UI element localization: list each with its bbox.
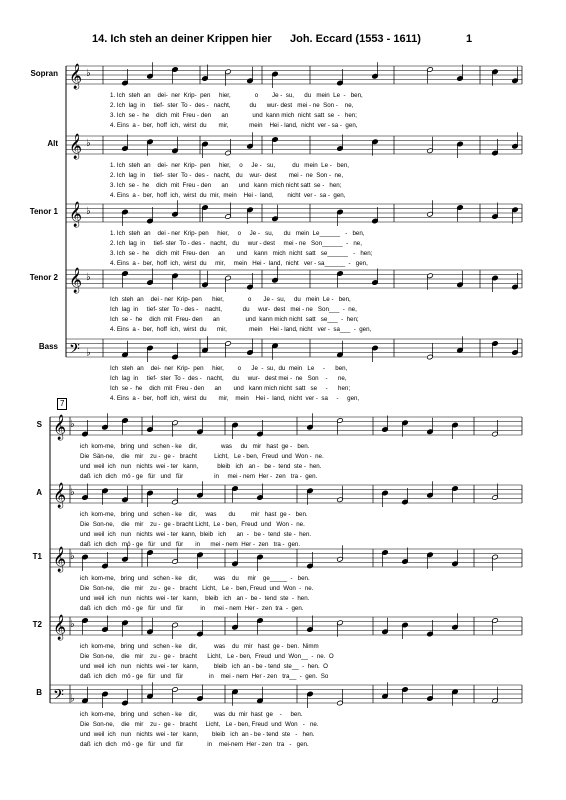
lyric-line: Die Sän-ne, die mir zu - ge - bracht Licht, Le - ben, Freud und Won - ne. <box>80 453 324 460</box>
lyric-line: ich kom-me, bring und schen - ke dir, was du mir hast ge - ben. Nimm <box>80 643 319 650</box>
lyric-line: Die Son-ne, die mir zu - ge - bracht Licht, Le - ben, Freud und Won - ne. <box>80 521 305 528</box>
flat-key-signature-icon: ♭ <box>70 418 75 430</box>
treble-clef-icon: 𝄞 <box>69 202 83 227</box>
bass-clef-icon: 𝄢 <box>69 341 80 361</box>
lyric-line: daß ich dich mö - ge für und für in mei-nem Her - zen tra - gen. <box>80 741 309 748</box>
lyric-line: Ich steh an dei - ner Krip- pen hier, o Je - su, du mein Le - ben, <box>110 296 351 303</box>
lyric-line: 1. Ich steh an dei- ner Krip- pen hier, o Je - su, du mein Le - ben, <box>110 92 363 99</box>
lyric-line: ich kom-me, bring und schen - ke dir, was du mir hast ge - ben. <box>80 511 308 518</box>
part-label: S <box>36 420 42 429</box>
part-label: T2 <box>32 620 42 629</box>
lyric-line: 2. Ich lag in tief- ster To - des - nacht, du wur- dest mei - ne Son - ne, <box>110 102 354 109</box>
lyric-line: Ich se - he dich mit Freu- den an und kann mich nicht satt se___ - hen; <box>110 316 359 323</box>
part-label: Tenor 2 <box>29 273 58 282</box>
treble-clef-icon: 𝄞 <box>69 268 83 293</box>
measure-number: 7 <box>57 398 67 410</box>
flat-key-signature-icon: ♭ <box>86 67 91 79</box>
part-label: B <box>36 688 42 697</box>
lyric-line: ich kom-me, bring und schen - ke dir, was du mir hast ge - ben. <box>80 443 310 450</box>
page-number: 1 <box>466 33 473 45</box>
lyric-line: 3. Ich se - he dich mit Freu- den an und kann mich nicht satt se______ - hen; <box>110 250 373 257</box>
lyric-line: und weil ich nun nichts wei - ter kann, bleib ich an - be - tend ste - hen. <box>80 595 310 602</box>
treble-clef-icon: 𝄞 <box>53 415 67 440</box>
lyric-line: Ich steh an dei- ner Krip- pen hier, o Je - su, du mein Le - ben, <box>110 365 348 372</box>
lyric-line: 2. Ich lag in tief- ster To - des - nacht, du wur- dest mei - ne Son - ne, <box>110 172 344 179</box>
treble-clef-icon: 𝄞 <box>53 547 67 572</box>
part-label: Alt <box>47 139 58 148</box>
lyric-line: und weil ich nun nichts wei - ter kann, bleib ich an - be - tend ste - hen. <box>80 463 322 470</box>
lyric-line: 3. Ich se - he dich mit Freu - den an und kann mich nicht satt se - hen; <box>110 182 342 189</box>
part-label: Tenor 1 <box>29 207 58 216</box>
lyric-line: Ich lag in tief- ster To - des - nacht, du wur- dest mei - ne Son - ne, <box>110 375 347 382</box>
lyric-line: 1. Ich steh an dei - ner Krip- pen hier, o Je - su, du mein Le______ - ben, <box>110 230 365 237</box>
lyric-line: 4. Eins a - ber, hoff ich, wirst du mir, mein Hei - land, nicht ver - sa - gen, <box>110 395 360 402</box>
part-label: T1 <box>32 552 42 561</box>
lyric-line: Ich lag in tief- ster To - des - nacht, du wur- dest mei - ne Son___ - ne, <box>110 306 357 313</box>
flat-key-signature-icon: ♭ <box>70 550 75 562</box>
flat-key-signature-icon: ♭ <box>70 618 75 630</box>
lyric-line: 3. Ich se - he dich mit Freu - den an und kann mich nicht satt se - hen; <box>110 112 357 119</box>
lyric-line: 4. Eins a - ber, hoff ich, wirst du mir, mein Hei - land, nicht ver - sa - gen, <box>110 122 358 129</box>
lyric-line: daß ich dich mö - ge für und für in mei - nem Her - zen tra - gen. <box>80 541 301 548</box>
flat-key-signature-icon: ♭ <box>86 205 91 217</box>
lyric-line: 2. Ich lag in tief- ster To - des - nacht, du wur - dest mei - ne Son______ - ne, <box>110 240 362 247</box>
lyric-line: und weil ich nun nichts wei - ter kann, bleib ich an - be - tend ste - hen. <box>80 731 315 738</box>
lyric-line: 1. Ich steh an dei- ner Krip- pen hier, o Je - su, du mein Le - ben, <box>110 162 350 169</box>
lyric-line: und weil ich nun nichts wei - ter kann, bleib ich an - be - tend ste__ - hen. O <box>80 663 328 670</box>
flat-key-signature-icon: ♭ <box>70 486 75 498</box>
piece-title: 14. Ich steh an deiner Krippen hier <box>92 33 272 45</box>
lyric-line: Die Son-ne, die mir zu - ge - bracht Licht, Le - ben, Freud und Won - ne. <box>80 585 314 592</box>
treble-clef-icon: 𝄞 <box>69 64 83 89</box>
part-label: A <box>36 488 42 497</box>
lyric-line: Ich se - he dich mit Freu - den an und kann mich nicht satt se - hen; <box>110 385 351 392</box>
flat-key-signature-icon: ♭ <box>86 347 91 359</box>
lyric-line: ich kom-me, bring und schen - ke dir, was du mir hast ge - ben. <box>80 711 303 718</box>
lyric-line: daß ich dich mö - ge für und für in mei - nem Her - zen tra - gen. <box>80 473 318 480</box>
lyric-line: Die Son-ne, die mir zu - ge - bracht Licht, Le - ben, Freud und Won - ne. <box>80 721 319 728</box>
part-label: Sopran <box>30 69 58 78</box>
flat-key-signature-icon: ♭ <box>86 271 91 283</box>
treble-clef-icon: 𝄞 <box>53 483 67 508</box>
treble-clef-icon: 𝄞 <box>69 134 83 159</box>
lyric-line: ich kom-me, bring und schen - ke dir, was du mir ge_____ - ben. <box>80 575 310 582</box>
flat-key-signature-icon: ♭ <box>70 693 75 705</box>
bass-clef-icon: 𝄢 <box>53 687 64 707</box>
lyric-line: 4. Eins a - ber, hoff ich, wirst du mir, mein Hei - land, nicht ver - sa - gen, <box>110 192 346 199</box>
composer-credit: Joh. Eccard (1553 - 1611) <box>290 33 421 45</box>
lyric-line: 4. Eins a - ber, hoff ich, wirst du mir, mein Hei - land, nicht ver - sa______ - gen, <box>110 260 368 267</box>
lyric-line: 4. Eins a - ber, hoff ich, wirst du mir, mein Hei - land, nicht ver - sa___ - gen, <box>110 326 372 333</box>
lyric-line: und weil ich nun nichts wei - ter kann, bleib ich an - be - tend ste - hen. <box>80 531 312 538</box>
lyric-line: daß ich dich mö - ge für und für in mei - nem Her - zen tra__ - gen. So <box>80 673 329 680</box>
flat-key-signature-icon: ♭ <box>86 137 91 149</box>
treble-clef-icon: 𝄞 <box>53 615 67 640</box>
part-label: Bass <box>38 342 58 351</box>
lyric-line: daß ich dich mö - ge für und für in mei - nem Her - zen tra - gen. <box>80 605 304 612</box>
lyric-line: Die Son-ne, die mir zu - ge - bracht Licht, Le - ben, Freud und Won__ - ne. O <box>80 653 334 660</box>
